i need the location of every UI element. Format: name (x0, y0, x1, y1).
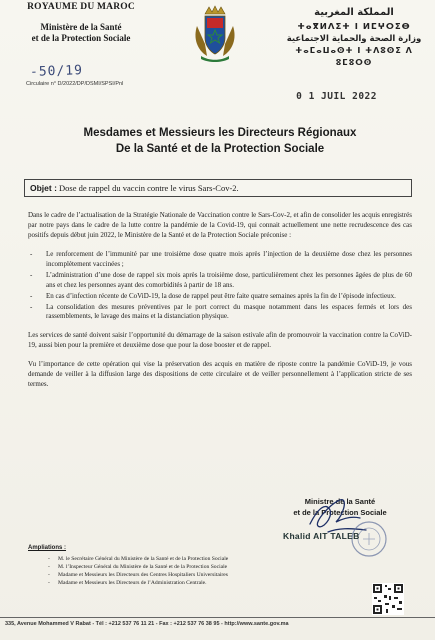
addressee (40, 126, 400, 157)
signatory-title-line1: Ministre de la Santé (304, 497, 376, 506)
measure-item: - En cas d’infection récente de CoViD-19, la dose de rappel peut être faite quatre semaines après la fin de l’épisode infectieux. (28, 292, 412, 302)
third-paragraph: Vu l’importance de cette opération qui vise la préservation des acquis en matière de riposte contre la pandémie CoViD-19, je vous demande de veiller à la diffusion large des dispositions de cette circulaire et de veiller personnellement à l’application stricte de ses termes. (28, 360, 412, 389)
ampliation-item: - M. le Secrétaire Général du Ministère de la Santé et de la Protection Sociale (28, 555, 358, 563)
ministry-name-line2: et de la Protection Sociale (31, 33, 131, 44)
royal-emblem-icon (191, 4, 239, 64)
kingdom-name-arabic: المملكة المغربية (314, 7, 394, 18)
qr-code-icon (372, 583, 404, 615)
kingdom-name: ROYAUME DU MAROC (27, 2, 135, 12)
intro-paragraph: Dans le cadre de l’actualisation de la Stratégie Nationale de Vaccination contre le Sars-Cov-2, et afin de consolider les acquis enregistrés par notre pays dans le cadre de la lutte contre la pandémie de la Covid-19, qui connait actuellement une nette recrudescence des cas positifs depuis début juin 2022, le Ministère de la Santé et de la Protection Sociale préconise : (28, 211, 412, 239)
signatory-title-line2: et de la Protection Sociale (293, 507, 387, 517)
measure-item: - Le renforcement de l’immunité par une troisième dose quatre mois après l’injection de la deuxième dose chez les personnes incomplètement vaccinées ; (28, 250, 412, 270)
circular-reference: Circulaire n° D/2022/DP/DSMI/SPSI/Pnl (26, 81, 124, 87)
letter-body (28, 211, 412, 399)
footer (0, 619, 435, 633)
kingdom-name-amazigh: ⵜⴰⴳⵍⴷⵉⵜ ⵏ ⵍⵎⵖⵔⵉⴱ (297, 21, 411, 32)
reference-number: -50/19 (29, 63, 84, 80)
addressee-line2: De la Santé et de la Protection Sociale (115, 142, 325, 155)
measure-item: - La consolidation des mesures préventives par le port correct du masque notamment dans les espaces fermés et lors des rassemblements, le lavage des mains et la distanciation physique. (28, 303, 412, 323)
ministry-name-arabic: وزارة الصحة والحماية الاجتماعية (286, 33, 422, 44)
header-left (6, 2, 156, 44)
subject-box (24, 179, 412, 197)
signatory-name: Khalid AIT TALEB (283, 531, 360, 541)
measure-item: - L’administration d’une dose de rappel six mois après la troisième dose, particulièrement chez les personnes âgées de plus de 60 ans et chez les personnes ayant des comorbidités à partir de 18 ans. (28, 271, 412, 291)
ampliations-title: Ampliations : (28, 545, 67, 551)
ampliation-item: - Madame et Messieurs les Directeurs des Centres Hospitaliers Universitaires (28, 571, 358, 579)
subject-label: Objet : (30, 183, 57, 193)
ampliation-item: - M. l’Inspecteur Général du Ministère de la Santé et de la Protection Sociale (28, 563, 358, 571)
header-right (279, 6, 429, 68)
addressee-line1: Mesdames et Messieurs les Directeurs Régionaux (83, 127, 357, 139)
ampliations (28, 544, 358, 587)
letter-date: 0 1 JUIL 2022 (296, 91, 377, 102)
ministry-name-line1: Ministère de la Santé (40, 21, 122, 32)
subject-text: Dose de rappel du vaccin contre le virus Sars-Cov-2. (56, 183, 239, 193)
ampliation-item: - Madame et Messieurs les Directeurs de l’Administration Centrale. (28, 579, 358, 587)
measures-list (28, 250, 412, 323)
second-paragraph: Les services de santé doivent saisir l’opportunité du démarrage de la saison estivale afin de promouvoir la vaccination contre la CoViD-19, aussi bien pour la première et deuxième dose que pour la dose booster et de rappel. (28, 331, 412, 350)
footer-address: 335, Avenue Mohammed V Rabat - Tél : +212 537 76 11 21 - Fax : +212 537 76 38 95 - http://www.sante.gov.ma (5, 621, 289, 627)
ministry-name-amazigh: ⵜⴰⵎⴰⵡⴰⵙⵜ ⵏ ⵜⴷⵓⵙⵉ ⴷ ⵓⵎⵓⵔⵙ (295, 46, 413, 67)
footer-divider (0, 617, 435, 618)
